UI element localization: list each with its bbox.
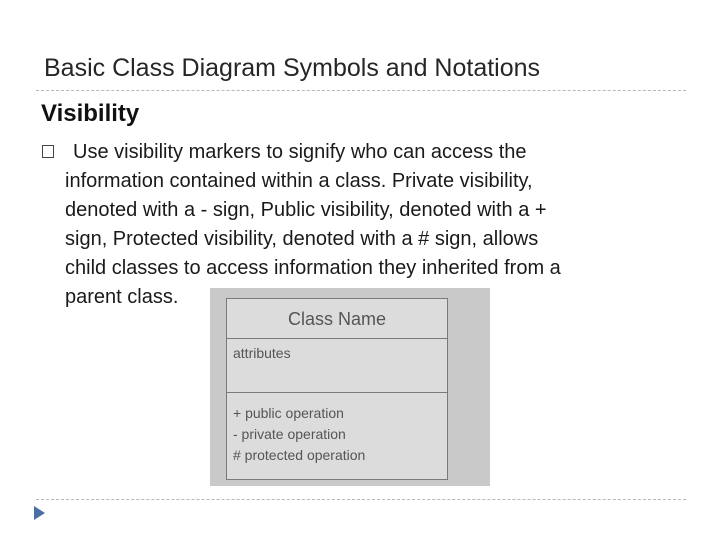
checkbox-bullet-icon — [42, 145, 60, 161]
section-heading: Visibility — [41, 100, 140, 127]
operations-compartment — [227, 393, 447, 479]
bullet-text — [65, 138, 675, 312]
next-slide-arrow-icon[interactable] — [34, 506, 45, 520]
class-box — [226, 298, 448, 480]
operation-public: + public operation — [233, 405, 344, 421]
title-divider — [36, 90, 686, 91]
bullet-text-line: information contained within a class. Private visibility, — [65, 170, 533, 192]
operation-private: - private operation — [233, 426, 346, 442]
bullet-text-line: child classes to access information they inherited from a — [65, 257, 561, 279]
slide-title: Basic Class Diagram Symbols and Notations — [44, 54, 541, 82]
footer-divider — [36, 499, 686, 500]
class-name-compartment: Class Name — [227, 299, 447, 339]
operation-protected: # protected operation — [233, 447, 366, 463]
class-diagram-image — [210, 288, 490, 486]
bullet-text-line: parent class. — [65, 286, 179, 308]
bullet-text-line: Use visibility markers to signify who can access the — [73, 141, 527, 163]
bullet-text-line: sign, Protected visibility, denoted with a # sign, allows — [65, 228, 539, 250]
attributes-compartment: attributes — [227, 339, 447, 393]
bullet-text-line: denoted with a - sign, Public visibility, denoted with a + — [65, 199, 547, 221]
